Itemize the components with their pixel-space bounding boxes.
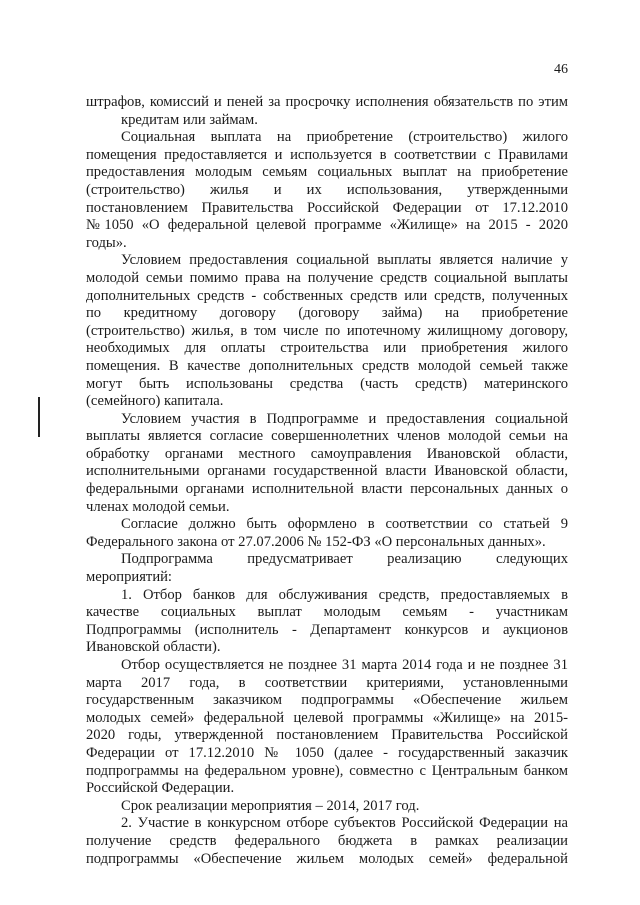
- text-line: могут быть использованы средства (часть средств) материнского: [86, 375, 568, 392]
- document-body: [86, 94, 568, 868]
- text-line: получение средств федерального бюджета в рамках реализации: [86, 832, 568, 849]
- text-line: необходимых для оплаты строительства или приобретения жилого: [86, 340, 568, 357]
- text-line: (строительство) жилья и их использования, утвержденными: [86, 181, 568, 198]
- text-line: членах молодой семьи.: [86, 498, 230, 515]
- text-line: исполнительными органами государственной власти Ивановской области,: [86, 463, 568, 480]
- text-line: молодых семей» федеральной целевой программы «Жилище» на 2015-: [86, 709, 568, 726]
- text-line: по кредитному договору (договору займа) на приобретение: [86, 305, 568, 322]
- text-line: Ивановской области).: [86, 639, 221, 656]
- text-line: мероприятий:: [86, 569, 172, 586]
- text-line: Срок реализации мероприятия – 2014, 2017 год.: [121, 797, 420, 814]
- text-line: дополнительных средств - собственных средств или средств, полученных: [86, 287, 568, 304]
- text-line: качестве социальных выплат молодым семьям - участникам: [86, 604, 568, 621]
- text-line: предоставления молодым семьям социальных выплат на приобретение: [86, 164, 568, 181]
- text-line: Отбор осуществляется не позднее 31 марта 2014 года и не позднее 31: [121, 657, 568, 673]
- text-line: Условием предоставления социальной выплаты является наличие у: [121, 252, 568, 269]
- text-line: Условием участия в Подпрограмме и предоставления социальной: [121, 410, 568, 427]
- text-line: №1050 «О федеральной целевой программе «Жилище» на 2015 - 2020: [86, 217, 568, 234]
- text-line: обработку органами местного самоуправления Ивановской области,: [86, 445, 568, 462]
- text-line: Подпрограммы (исполнитель - Департамент конкурсов и аукционов: [86, 621, 568, 638]
- text-line: постановлением Правительства Российской Федерации от 17.12.2010: [86, 199, 568, 216]
- text-line: Социальная выплата на приобретение (строительство) жилого: [121, 129, 568, 146]
- text-line: подпрограммы на федеральном уровне), совместно с Центральным банком: [86, 762, 568, 779]
- text-line: 1. Отбор банков для обслуживания средств, предоставляемых в: [121, 586, 568, 603]
- text-line: (семейного) капитала.: [86, 393, 224, 410]
- page-number: 46: [554, 62, 568, 77]
- text-line: Подпрограмма предусматривает реализацию следующих: [121, 551, 568, 568]
- text-line: выплаты является согласие совершеннолетних членов молодой семьи на: [86, 428, 568, 445]
- text-line: кредитам или займам.: [121, 111, 258, 128]
- margin-mark: [38, 397, 40, 437]
- text-line: Федерального закона от 27.07.2006 № 152-ФЗ «О персональных данных».: [86, 533, 546, 550]
- text-line: Согласие должно быть оформлено в соответствии со статьей 9: [121, 516, 568, 533]
- text-line: (строительство) жилья, в том числе по ипотечному жилищному договору,: [86, 322, 568, 339]
- text-line: 2. Участие в конкурсном отборе субъектов Российской Федерации на: [121, 815, 568, 832]
- text-line: помещения предоставляется и используется в соответствии с Правилами: [86, 146, 568, 163]
- text-line: федеральными органами исполнительной власти персональных данных о: [86, 481, 568, 498]
- text-line: годы».: [86, 234, 127, 251]
- text-line: подпрограммы «Обеспечение жильем молодых семей» федеральной: [86, 850, 568, 867]
- text-line: марта 2017 года, в соответствии критериями, установленными: [86, 674, 568, 691]
- text-line: Федерации от 17.12.2010 № 1050 (далее - государственный заказчик: [86, 744, 568, 761]
- text-line: 2020 годы, утвержденной постановлением Правительства Российской: [86, 727, 568, 744]
- text-line: помещения. В качестве дополнительных средств молодой семьей также: [86, 357, 568, 374]
- text-line: государственным заказчиком подпрограммы «Обеспечение жильем: [86, 692, 568, 709]
- text-line: Российской Федерации.: [86, 780, 235, 797]
- text-line: штрафов, комиссий и пеней за просрочку исполнения обязательств по этим: [86, 94, 568, 110]
- text-line: молодой семьи помимо права на получение средств социальной выплаты: [86, 269, 568, 286]
